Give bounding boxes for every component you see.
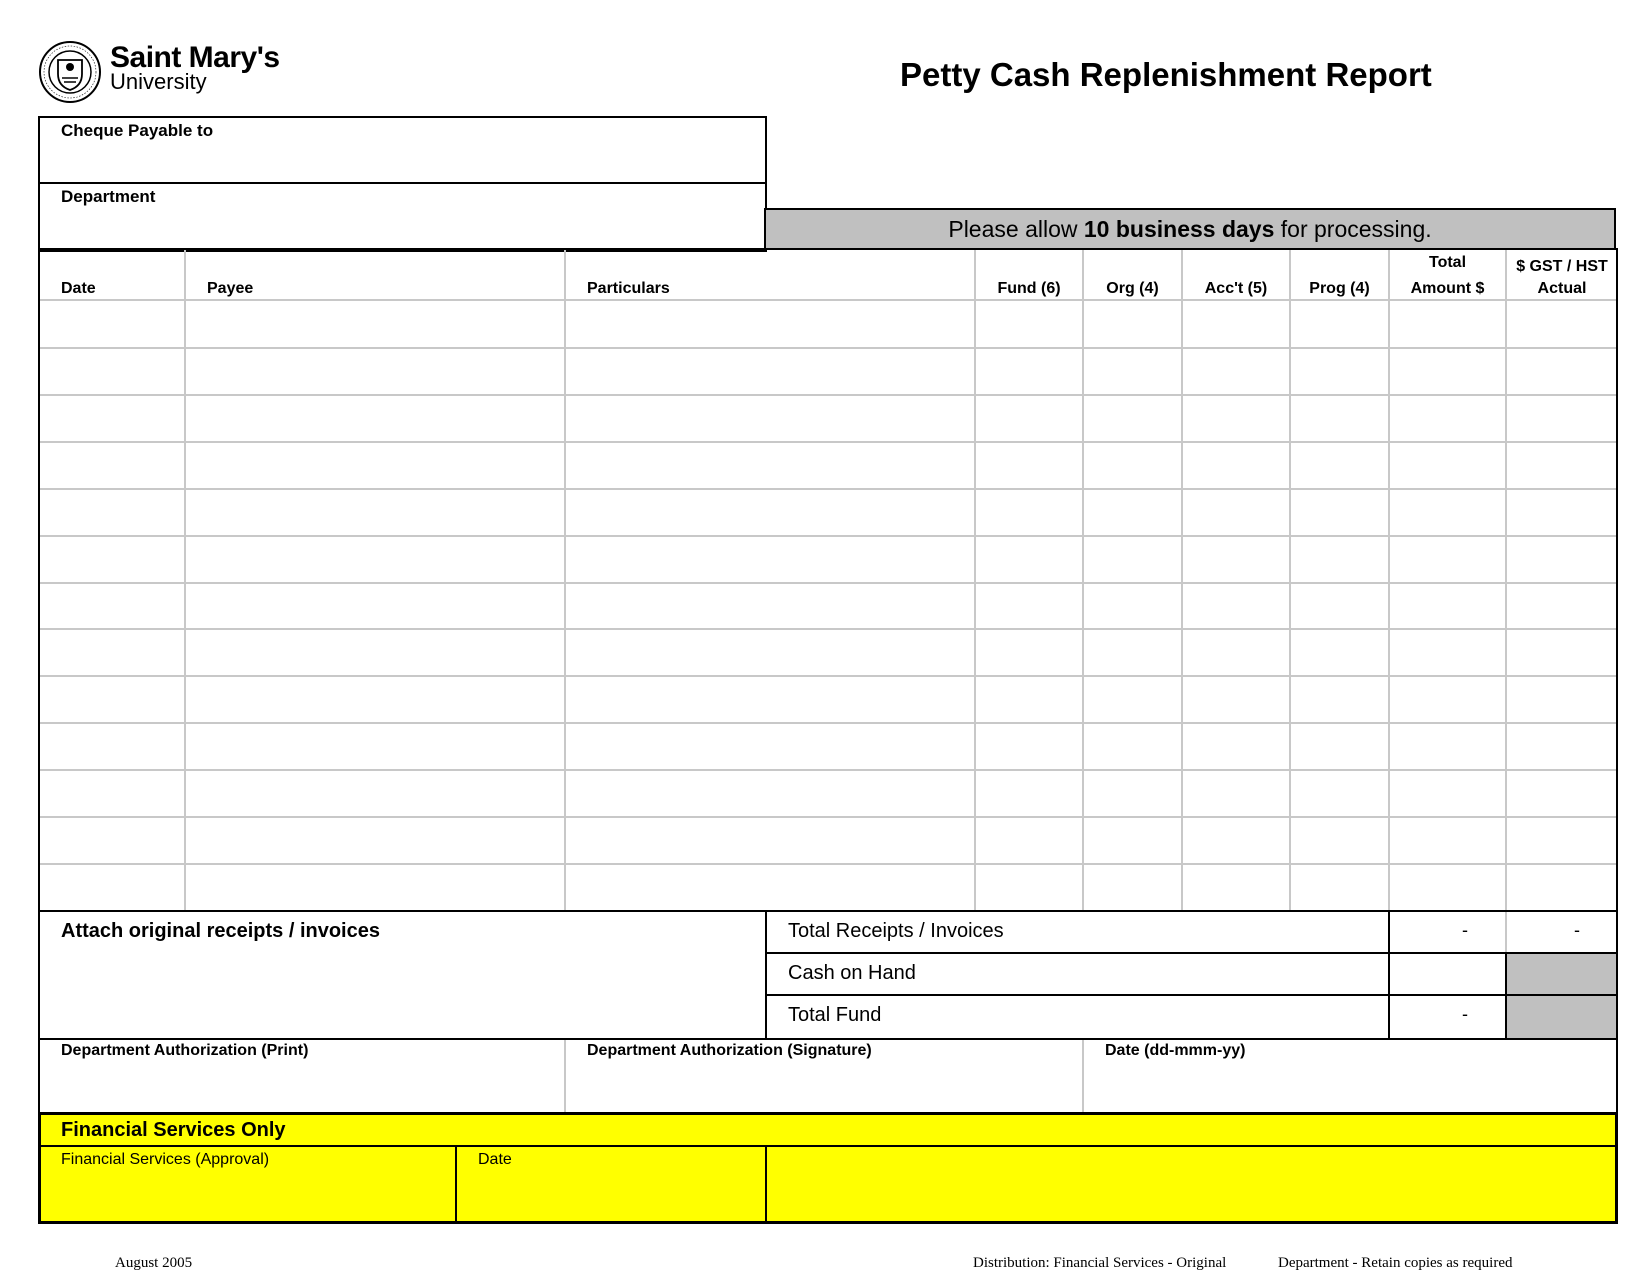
fs-date-label: Date: [478, 1151, 512, 1168]
university-logo: [38, 40, 298, 106]
cheque-payable-field[interactable]: [42, 146, 762, 178]
department-label: Department: [61, 187, 156, 206]
auth-print-field[interactable]: [42, 1064, 560, 1108]
col-org: Org (4): [1106, 280, 1159, 297]
total-receipts-label: Total Receipts / Invoices: [788, 920, 1004, 942]
university-seal-icon: [38, 40, 102, 104]
table-row[interactable]: [40, 724, 1616, 769]
table-row[interactable]: [40, 865, 1616, 910]
col-payee: Payee: [207, 280, 254, 297]
table-row[interactable]: [40, 818, 1616, 863]
table-row[interactable]: [40, 630, 1616, 675]
department-field[interactable]: [42, 210, 762, 246]
col-prog: Prog (4): [1309, 280, 1370, 297]
col-date: Date: [61, 280, 96, 297]
cheque-payable-label: Cheque Payable to: [61, 121, 214, 140]
auth-date-label: Date (dd-mmm-yy): [1105, 1042, 1246, 1059]
table-row[interactable]: [40, 584, 1616, 629]
fs-heading: Financial Services Only: [61, 1119, 286, 1141]
report-title: Petty Cash Replenishment Report: [900, 56, 1432, 93]
table-row[interactable]: [40, 537, 1616, 582]
table-row[interactable]: [40, 396, 1616, 441]
col-gst: $ GST / HST Actual: [1516, 258, 1608, 297]
auth-signature-label: Department Authorization (Signature): [587, 1042, 872, 1059]
auth-date-field[interactable]: [1086, 1064, 1612, 1108]
logo-name: Saint Mary's: [110, 41, 280, 74]
table-row[interactable]: [40, 443, 1616, 488]
cash-on-hand-label: Cash on Hand: [788, 962, 916, 984]
col-total: Total Amount $: [1410, 254, 1485, 297]
table-row[interactable]: [40, 490, 1616, 535]
table-row[interactable]: [40, 302, 1616, 347]
total-fund-label: Total Fund: [788, 1004, 882, 1026]
attach-receipts-note: Attach original receipts / invoices: [61, 920, 380, 942]
total-fund-amount: -: [1462, 1004, 1468, 1024]
processing-notice: Please allow 10 business days for processing.: [764, 208, 1616, 250]
footer-distribution: Distribution: Financial Services - Original: [973, 1255, 1227, 1271]
fs-approval-label: Financial Services (Approval): [61, 1151, 270, 1168]
table-row[interactable]: [40, 349, 1616, 394]
total-fund-gst-shaded: [1506, 996, 1616, 1038]
col-acct: Acc't (5): [1204, 280, 1268, 297]
col-fund: Fund (6): [997, 280, 1061, 297]
auth-signature-field[interactable]: [568, 1064, 1078, 1108]
total-receipts-gst: -: [1574, 920, 1580, 940]
table-row[interactable]: [40, 771, 1616, 816]
cash-on-hand-gst-shaded: [1506, 954, 1616, 994]
auth-print-label: Department Authorization (Print): [61, 1042, 309, 1059]
footer-date: August 2005: [115, 1255, 193, 1271]
total-receipts-amount: -: [1462, 920, 1468, 940]
table-row[interactable]: [40, 677, 1616, 722]
footer-retain: Department - Retain copies as required: [1278, 1255, 1513, 1271]
logo-subtitle: University: [110, 69, 207, 94]
col-particulars: Particulars: [587, 280, 670, 297]
